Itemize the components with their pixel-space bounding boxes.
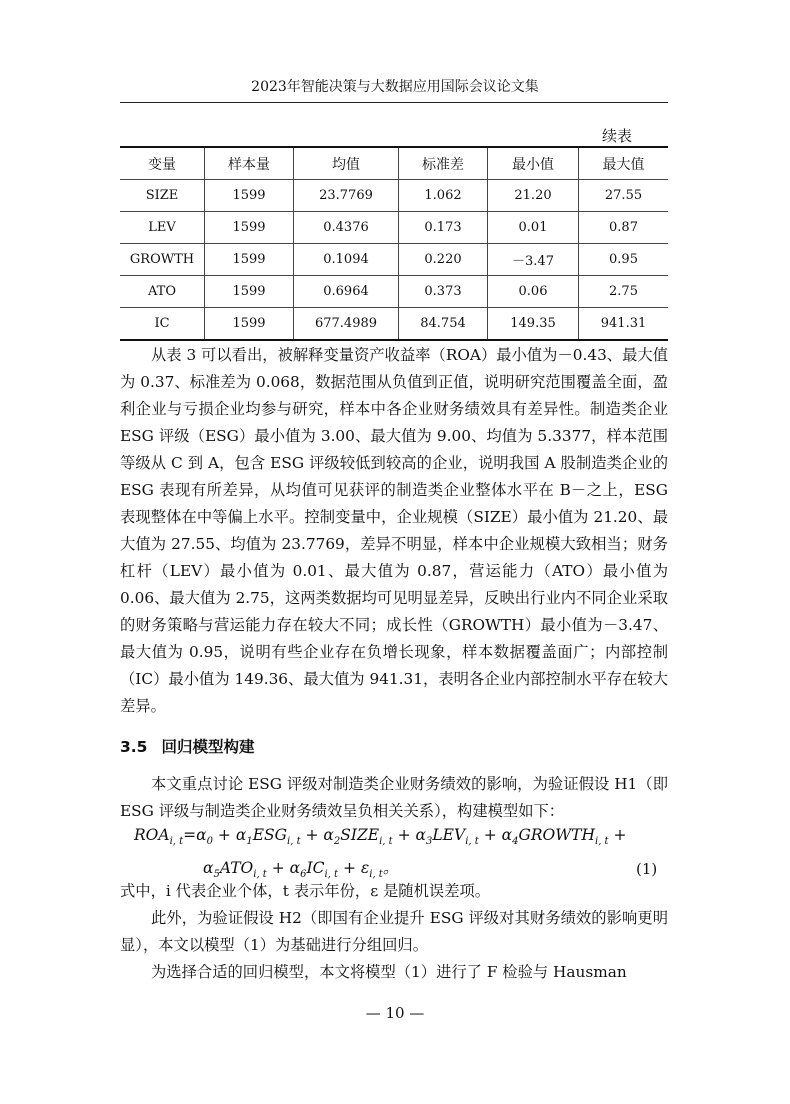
table-cell: 941.31 [579,308,669,341]
hypothesis2-text: 此外，为验证假设 H2（即国有企业提升 ESG 评级对其财务绩效的影响更明显），本文以模型（1）为基础进行分组回归。 [120,909,668,954]
header-rule [120,102,668,103]
column-header: 标准差 [399,147,488,180]
table-cell: 0.01 [488,212,579,244]
table-row [120,244,668,276]
table-row [120,276,668,308]
table-continued-label: 续表 [602,127,633,145]
table-cell: 84.754 [399,308,488,341]
equation-number: (1) [636,860,658,878]
model-test-text: 为选择合适的回归模型，本文将模型（1）进行了 F 检验与 Hausman [151,963,627,981]
table-cell: 149.35 [488,308,579,341]
section-heading [120,735,254,757]
table-cell: 27.55 [579,180,669,212]
table-header-row [120,147,668,180]
column-header: 最大值 [579,147,669,180]
running-header: 2023年智能决策与大数据应用国际会议论文集 [251,79,539,95]
column-header: 最小值 [488,147,579,180]
table-cell: 0.173 [399,212,488,244]
table-cell: 0.6964 [294,276,399,308]
notation-text: 式中，i 代表企业个体，t 表示年份，ε 是随机误差项。 [120,882,491,900]
table-cell: 2.75 [579,276,669,308]
table-cell: 0.4376 [294,212,399,244]
model-intro-text: 本文重点讨论 ESG 评级对制造类企业财务绩效的影响，为验证假设 H1（即 ESG 评级与制造类企业财务绩效呈负相关关系），构建模型如下： [120,775,668,820]
table-cell: LEV [120,212,205,244]
table-cell: 0.220 [399,244,488,276]
section-number: 3.5 [120,738,148,756]
table-cell: GROWTH [120,244,205,276]
regression-equation-line2: $\alpha_5ATO_{i, t} + \alpha_6IC_{i, t} + \varepsilon_{i, t}$。 [203,859,399,881]
table-cell: 1599 [205,244,294,276]
hypothesis2-paragraph [120,905,668,959]
table-cell: 0.373 [399,276,488,308]
column-header: 均值 [294,147,399,180]
column-header: 变量 [120,147,205,180]
table-cell: ATO [120,276,205,308]
equation-lhs: ROA [134,826,170,844]
analysis-text: 从表 3 可以看出，被解释变量资产收益率（ROA）最小值为－0.43、最大值为 0.37、标准差为 0.068，数据范围从负值到正值，说明研究范围覆盖全面，盈利企业与亏损企业均参与研究，样本中各企业财务绩效具有差异性。制造类企业 ESG 评级（ESG）最小值为 3.00、最大值为 9.00、均值为 5.3377，样本范围等级从 C 到 A，包含 ESG 评级较低到较高的企业，说明我国 A 股制造类企业的 ESG 表现有所差异，从均值可见获评的制造类企业整体水平在 B－之上，ESG 表现整体在中等偏上水平。控制变量中，企业规模（SIZE）最小值为 21.20、最大值为 27.55、均值为 23.7769，差异不明显，样本中企业规模大致相当；财务杠杆（LEV）最小值为 0.01、最大值为 0.87，营运能力（ATO）最小值为 0.06、最大值为 2.75，这两类数据均可见明显差异，反映出行业内不同企业采取的财务策略与营运能力存在较大不同；成长性（GROWTH）最小值为－3.47、最大值为 0.95，说明有些企业存在负增长现象，样本数据覆盖面广；内部控制（IC）最小值为 149.36、最大值为 941.31，表明各企业内部控制水平存在较大差异。 [120,346,668,715]
table-row [120,308,668,341]
column-header: 样本量 [205,147,294,180]
notation-paragraph [120,878,668,905]
analysis-paragraph [120,342,668,720]
table-cell: 0.06 [488,276,579,308]
table-cell: 21.20 [488,180,579,212]
model-intro-paragraph [120,771,668,825]
regression-equation-line1: $ROA_{i, t}=\alpha_0 + \alpha_1ESG_{i, t}$ + $\alpha_2SIZE_{i, t} + \alpha_3LEV_{i, t}$ + $\alpha_4GROWTH_{i, t}$ + [134,826,627,848]
table-cell: 1599 [205,276,294,308]
model-test-paragraph [120,959,668,986]
table-cell: SIZE [120,180,205,212]
table-cell: 1.062 [399,180,488,212]
table-cell: 1599 [205,180,294,212]
table-cell: 677.4989 [294,308,399,341]
table-cell: 1599 [205,308,294,341]
table-cell: IC [120,308,205,341]
table-cell: 0.87 [579,212,669,244]
descriptive-stats-table [120,146,668,341]
table-row [120,180,668,212]
table-row [120,212,668,244]
table-cell: 1599 [205,212,294,244]
table-cell: 23.7769 [294,180,399,212]
table-cell: 0.95 [579,244,669,276]
table-cell: 0.1094 [294,244,399,276]
page-number: — 10 — [365,1004,425,1022]
section-title: 回归模型构建 [161,738,255,756]
table-cell: －3.47 [488,244,579,276]
